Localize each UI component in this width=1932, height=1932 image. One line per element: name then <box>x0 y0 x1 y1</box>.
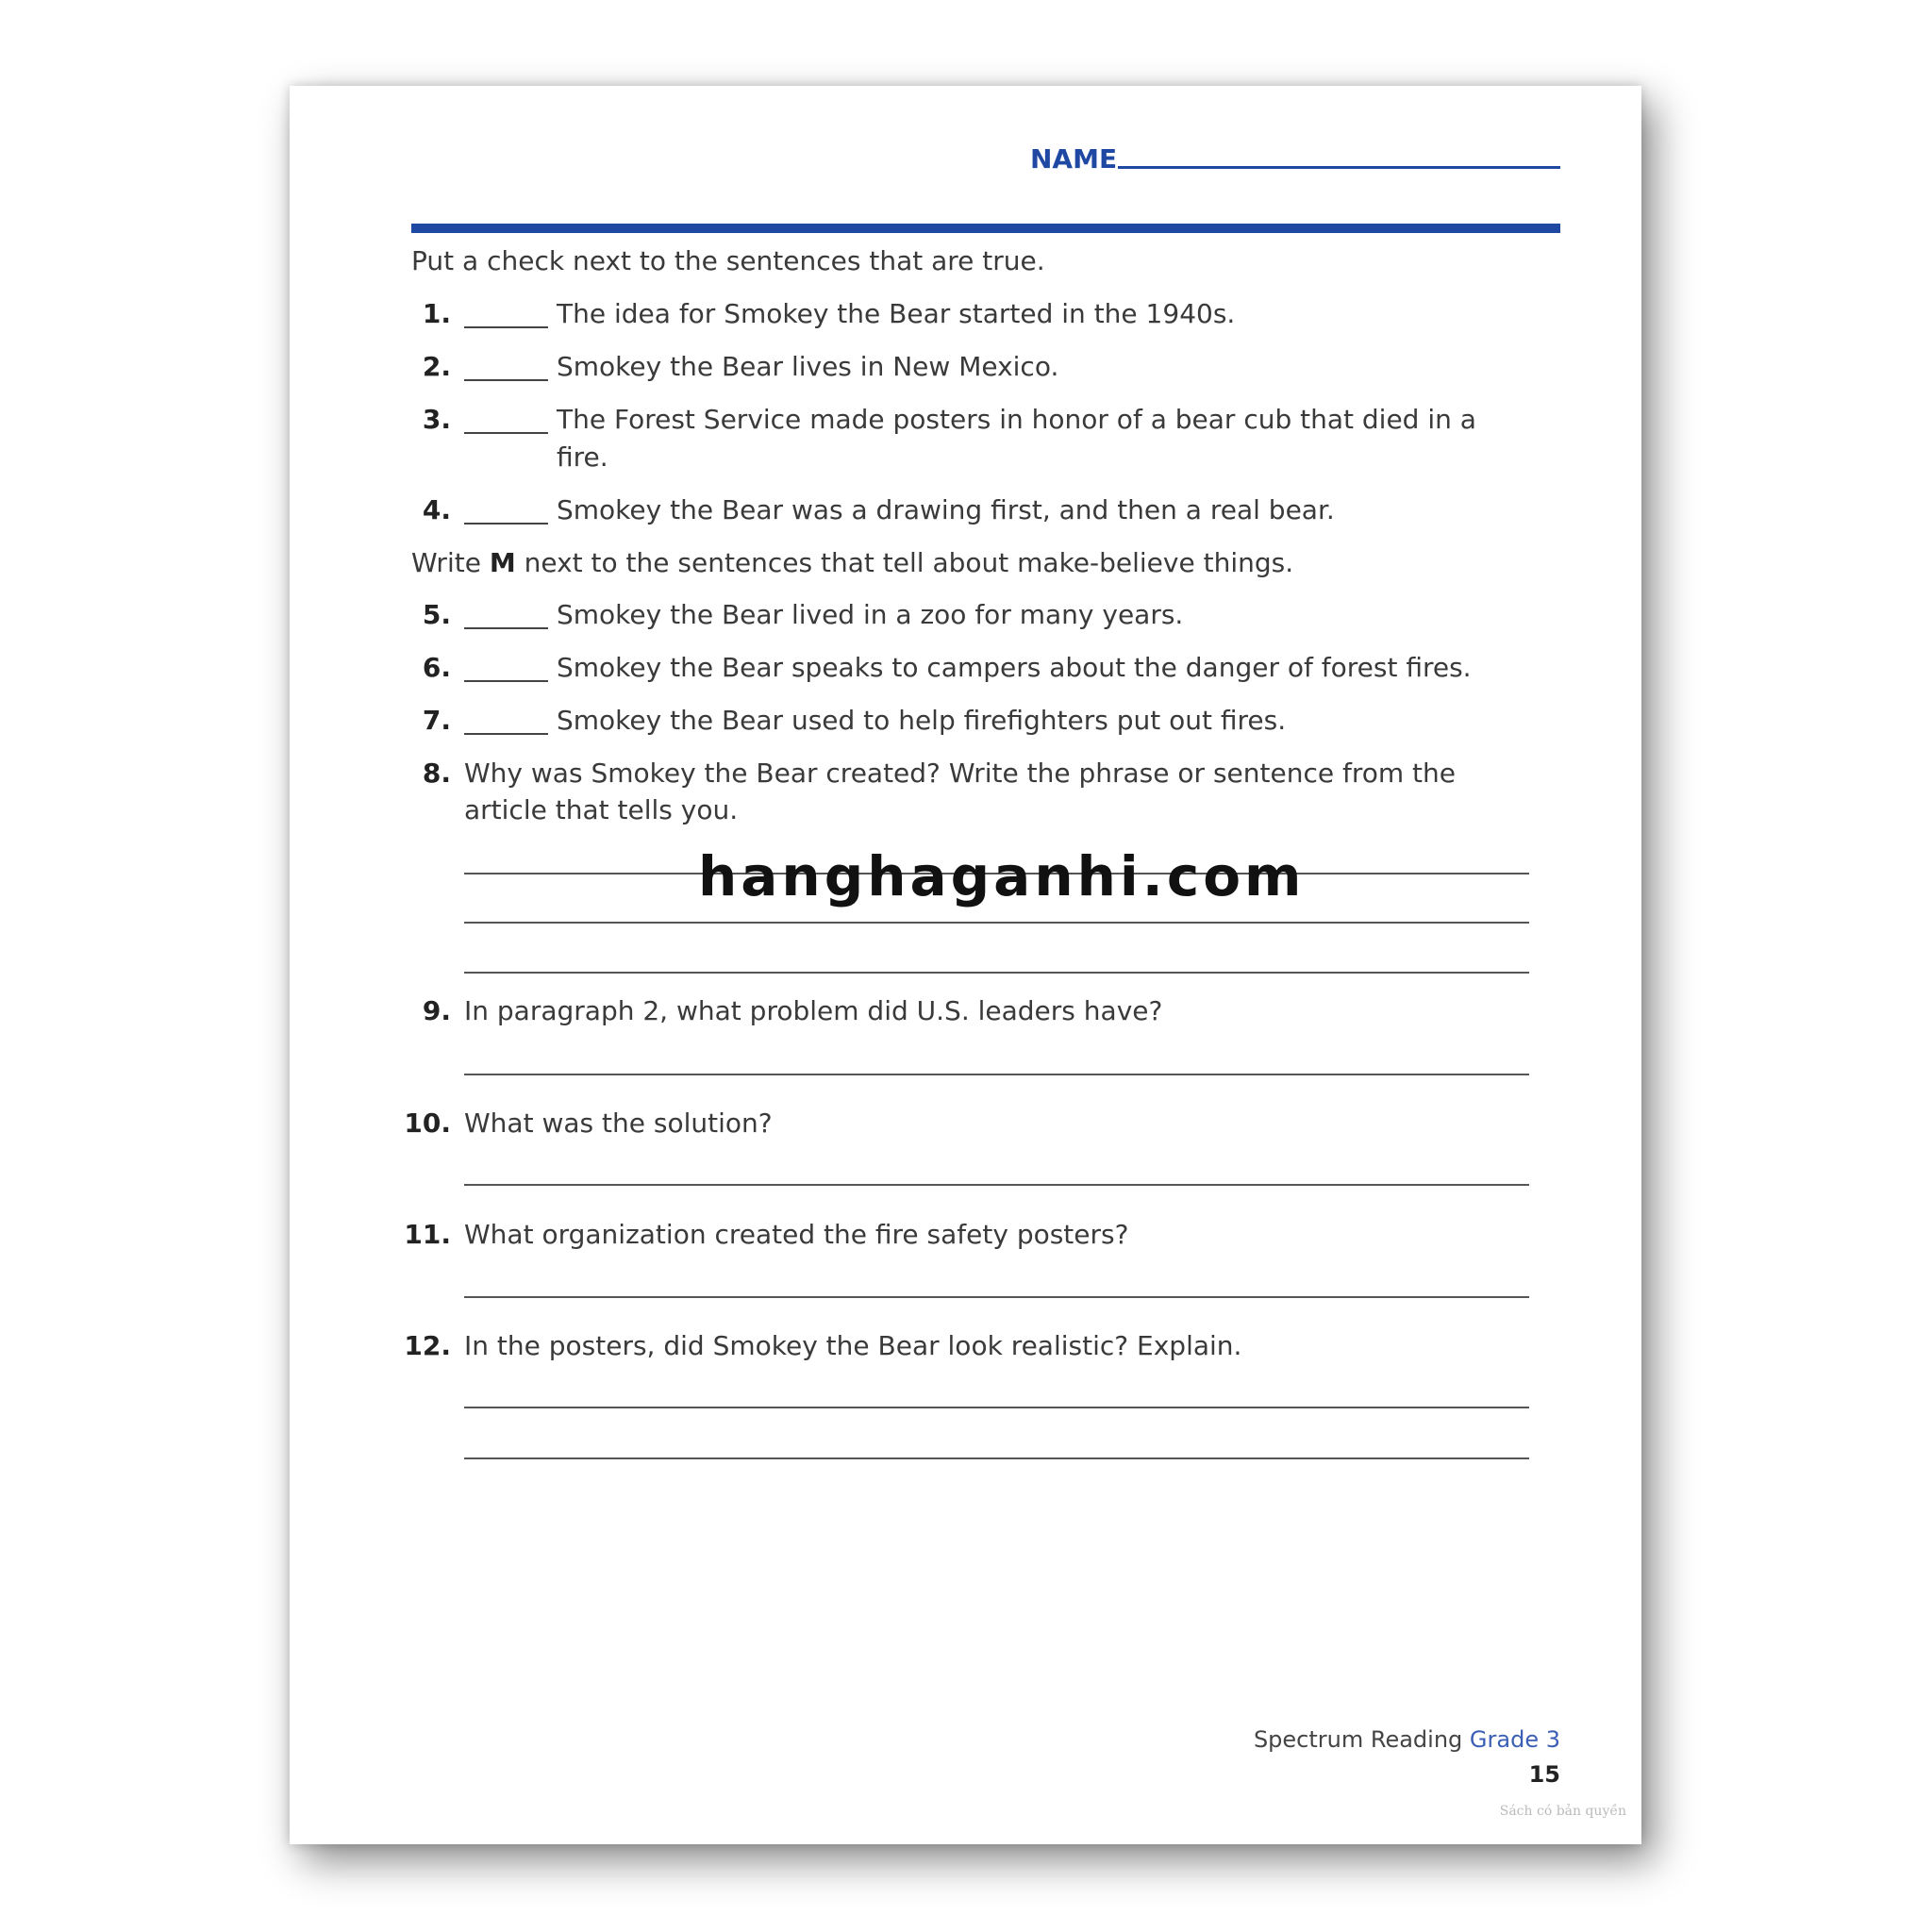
item-number: 7. <box>422 705 451 736</box>
answer-line[interactable] <box>464 1184 1529 1186</box>
item-text: Smokey the Bear lives in New Mexico. <box>557 351 1059 382</box>
answer-blank[interactable] <box>464 353 548 381</box>
answer-blank[interactable] <box>464 406 548 434</box>
item-text-cont: fire. <box>557 441 608 473</box>
answer-blank[interactable] <box>464 707 548 735</box>
worksheet-page <box>290 86 1641 1844</box>
question-number: 8. <box>422 758 451 789</box>
instruction-pre: Write <box>411 547 490 578</box>
instruction-post: next to the sentences that tell about make-believe things. <box>515 547 1294 578</box>
answer-line[interactable] <box>464 972 1529 974</box>
question-text: What was the solution? <box>464 1108 773 1139</box>
item-number: 1. <box>422 298 451 329</box>
question-text: In paragraph 2, what problem did U.S. leaders have? <box>464 995 1163 1026</box>
item-number: 6. <box>422 652 451 683</box>
answer-line[interactable] <box>464 1407 1529 1408</box>
copyright-note: Sách có bản quyền <box>1499 1804 1626 1819</box>
page-number: 15 <box>1528 1761 1560 1788</box>
item-number: 3. <box>422 404 451 435</box>
question-number: 11. <box>404 1219 451 1250</box>
question-text: What organization created the fire safety posters? <box>464 1219 1129 1250</box>
answer-blank[interactable] <box>464 496 548 525</box>
answer-line[interactable] <box>464 1296 1529 1298</box>
instruction-make-believe <box>411 547 1293 579</box>
question-number: 10. <box>404 1108 451 1139</box>
question-text-cont: article that tells you. <box>464 794 739 825</box>
item-number: 5. <box>422 599 451 630</box>
item-number: 4. <box>422 494 451 525</box>
footer-grade: Grade 3 <box>1469 1726 1560 1753</box>
name-field[interactable] <box>1118 166 1560 169</box>
item-text: The idea for Smokey the Bear started in the 1940s. <box>557 298 1236 329</box>
item-text: Smokey the Bear lived in a zoo for many years. <box>557 599 1184 630</box>
item-text: Smokey the Bear speaks to campers about the danger of forest fires. <box>557 652 1472 683</box>
item-text: The Forest Service made posters in honor of a bear cub that died in a <box>557 404 1476 435</box>
watermark: hanghaganhi.com <box>698 844 1306 908</box>
footer-series <box>1254 1726 1560 1753</box>
item-number: 2. <box>422 351 451 382</box>
footer-series-name: Spectrum Reading <box>1253 1726 1470 1753</box>
answer-line[interactable] <box>464 922 1529 924</box>
item-text: Smokey the Bear used to help firefighters put out fires. <box>557 705 1287 736</box>
question-text: Why was Smokey the Bear created? Write the phrase or sentence from the <box>464 758 1456 789</box>
item-text: Smokey the Bear was a drawing first, and then a real bear. <box>557 494 1335 525</box>
answer-line[interactable] <box>464 1457 1529 1459</box>
answer-blank[interactable] <box>464 601 548 629</box>
instruction-bold: M <box>489 547 516 578</box>
question-text: In the posters, did Smokey the Bear look realistic? Explain. <box>464 1330 1242 1361</box>
answer-line[interactable] <box>464 1074 1529 1075</box>
question-number: 9. <box>422 995 451 1026</box>
answer-blank[interactable] <box>464 654 548 682</box>
question-number: 12. <box>404 1330 451 1361</box>
answer-blank[interactable] <box>464 300 548 328</box>
instruction-check: Put a check next to the sentences that are true. <box>411 245 1045 276</box>
name-label: NAME <box>1030 143 1118 175</box>
header-rule <box>411 224 1560 233</box>
